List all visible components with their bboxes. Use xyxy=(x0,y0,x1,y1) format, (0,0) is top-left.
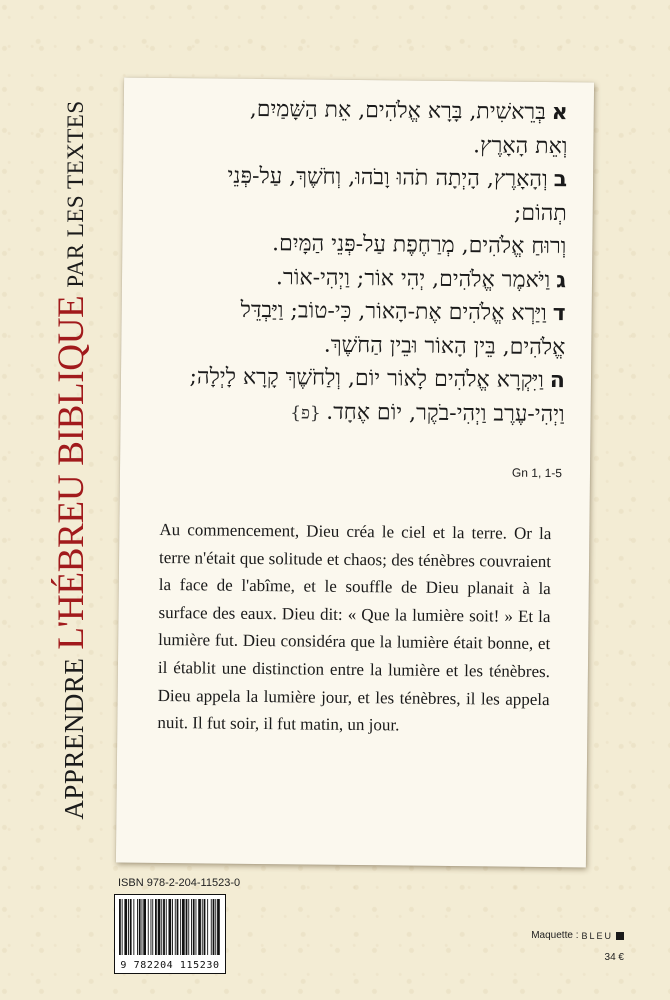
hebrew-line-text: וְאֵת הָאָרֶץ. xyxy=(472,132,568,159)
hebrew-line xyxy=(145,192,567,230)
verse-number: ג xyxy=(556,267,567,293)
hebrew-line xyxy=(145,125,567,163)
hebrew-passage xyxy=(142,92,568,433)
verse-number: א xyxy=(551,100,568,126)
hebrew-line xyxy=(145,159,567,197)
hebrew-line xyxy=(146,92,568,130)
hebrew-line xyxy=(144,293,566,331)
text-card xyxy=(116,78,594,868)
barcode-digits: 9 782204 115230 xyxy=(120,960,220,971)
hebrew-line-text: וְהָאָרֶץ, הָיְתָה תֹהוּ וָבֹהוּ, וְחֹשֶׁךְ, עַל-פְּנֵי xyxy=(227,163,548,193)
hebrew-line-text: אֱלֹהִים, בֵּין הָאוֹר וּבֵין הַחֹשֶׁךְ. xyxy=(323,332,566,360)
pe-mark: {פ} xyxy=(290,402,327,424)
verse-number: ב xyxy=(553,167,568,193)
spine-title-prefix: APPRENDRE xyxy=(59,657,89,820)
verse-number: ד xyxy=(552,301,566,327)
maquette-credit xyxy=(531,930,624,941)
hebrew-line xyxy=(143,360,565,398)
hebrew-line-text: תְהוֹם; xyxy=(513,200,567,226)
spine-title-suffix: PAR LES TEXTES xyxy=(63,100,88,288)
hebrew-line-text: וַיְהִי-עֶרֶב וַיְהִי-בֹקֶר, יוֹם אֶחָד. xyxy=(326,399,565,427)
spine-title xyxy=(52,50,92,870)
hebrew-line-text: וַיֹּאמֶר אֱלֹהִים, יְהִי אוֹר; וַיְהִי-אוֹר. xyxy=(275,264,551,293)
hebrew-line-text: וְרוּחַ אֱלֹהִים, מְרַחֶפֶת עַל-פְּנֵי הַמָּיִם. xyxy=(271,231,567,260)
price: 34 € xyxy=(604,952,624,963)
hebrew-line xyxy=(144,226,566,264)
hebrew-line xyxy=(142,393,564,433)
hebrew-line-text: בְּרֵאשִׁית, בָּרָא אֱלֹהִים, אֵת הַשָּׁמַיִם, xyxy=(249,96,546,125)
spine-title-text xyxy=(52,50,92,870)
hebrew-line-text: וַיַּרְא אֱלֹהִים אֶת-הָאוֹר, כִּי-טוֹב; וַיַּבְדֵּל xyxy=(240,297,547,326)
barcode xyxy=(114,894,226,974)
hebrew-line xyxy=(144,259,566,297)
brand-square-icon xyxy=(616,932,624,940)
hebrew-line xyxy=(143,326,565,364)
verse-reference: Gn 1, 1-5 xyxy=(511,465,563,481)
maquette-label: Maquette : xyxy=(531,930,579,941)
french-translation: Au commencement, Dieu créa le ciel et la terre. Or la terre n'était que solitude et chaos; des ténèbres couvraient la face de l'abîme, et le souffle de Dieu planait à la surface des eaux. Dieu dit: « Que la lumière soit! » Et la lumière fut. Dieu considéra que la lumière était bonne, et il établit une distinction entre la lumière et les ténèbres. Dieu appela la lumière jour, et les ténèbres, il les appela nuit. Il fut soir, il fut matin, un jour. xyxy=(157,519,552,735)
barcode-bars xyxy=(118,899,222,955)
spine-title-main: L'HÉBREU BIBLIQUE xyxy=(51,295,92,650)
hebrew-line-text: וַיִּקְרָא אֱלֹהִים לָאוֹר יוֹם, וְלַחֹשֶׁךְ קָרָא לָיְלָה; xyxy=(189,364,544,393)
verse-number: ה xyxy=(549,368,566,394)
isbn-label: ISBN 978-2-204-11523-0 xyxy=(118,877,241,889)
maquette-brand: BLEU xyxy=(581,930,613,941)
